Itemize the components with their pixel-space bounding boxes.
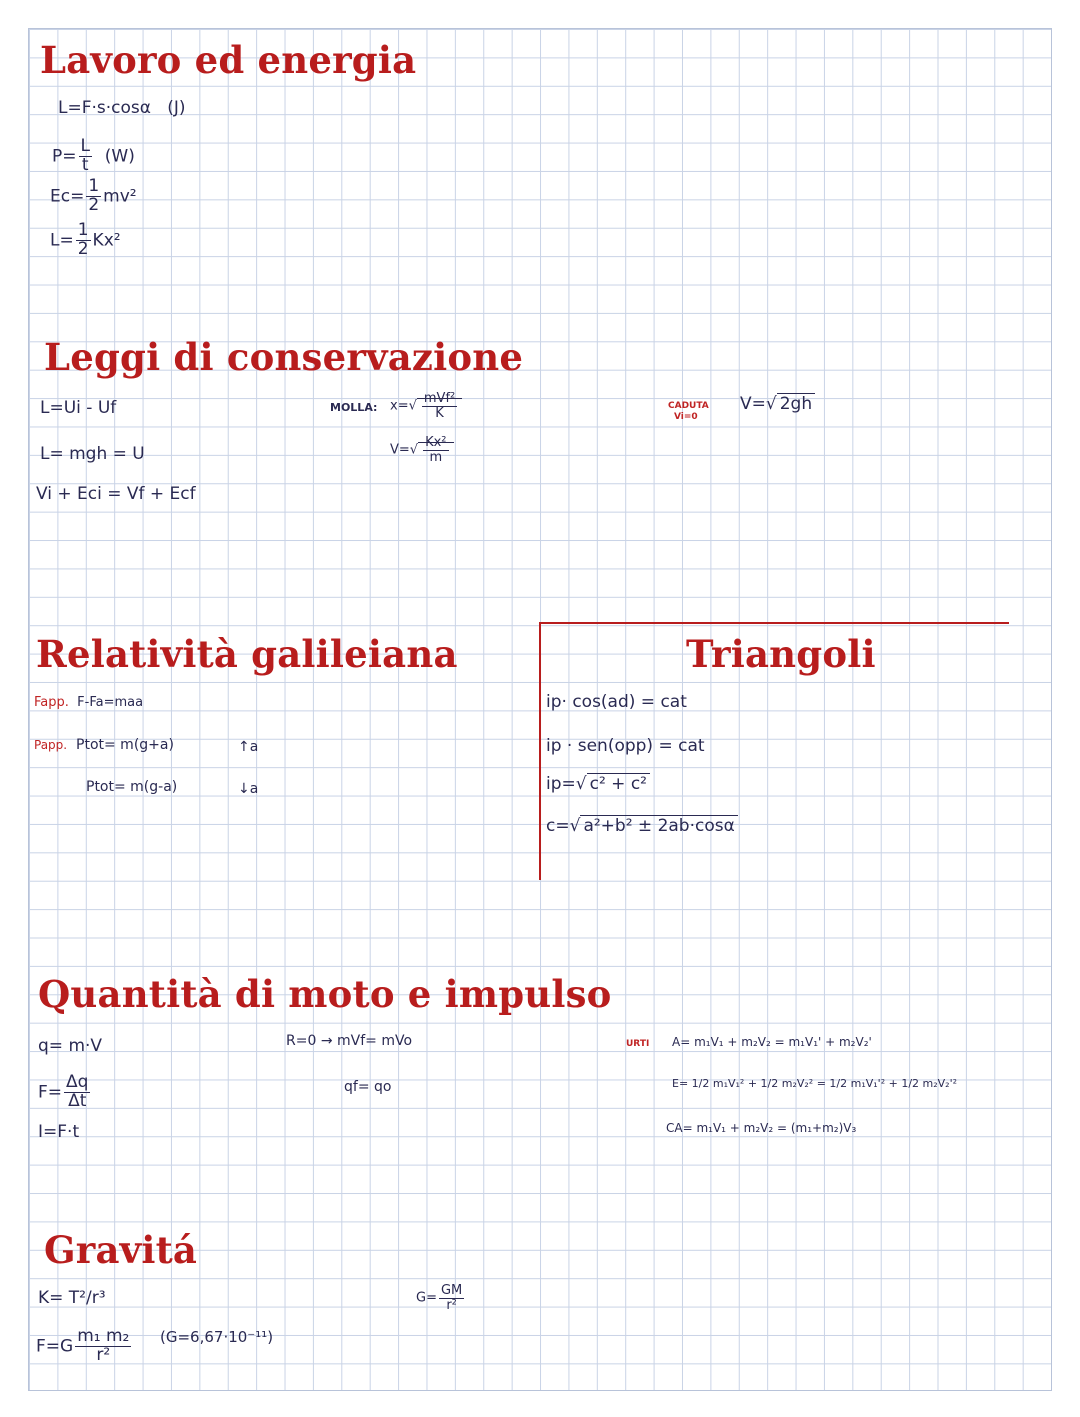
newton-lhs: F=G [36, 1336, 74, 1357]
triangoli-border-top [539, 622, 1009, 624]
formula-spring [50, 222, 121, 259]
molla-label: MOLLA: [330, 401, 378, 414]
formula-molla-v: V=√ $\frac{\text{Kx²}}{m}$ [390, 436, 454, 464]
formula-tri-4: c=√ a²+b² ± 2ab·cosα [546, 818, 738, 835]
molla-x-num: mVf² [423, 391, 456, 406]
formula-kinetic [50, 178, 137, 215]
molla-x-fraction [422, 392, 457, 420]
tri-4-lhs: c= [546, 816, 570, 836]
spring-fraction [76, 222, 91, 259]
power-num: L [80, 136, 90, 156]
formula-tri-2: ip · sen(opp) = cat [546, 736, 705, 756]
kinetic-num: 1 [88, 176, 100, 196]
fapp-label: Fapp. [34, 695, 69, 710]
caduta-sub: Vi=0 [674, 412, 698, 422]
papp-1-direction: ↑a [238, 739, 259, 755]
fapp-text: F-Fa=maa [77, 695, 144, 710]
power-lhs: P= [52, 146, 77, 167]
spring-lhs: L= [50, 230, 74, 251]
urti-label: URTI [626, 1039, 650, 1049]
f-lhs: F= [38, 1082, 63, 1103]
newton-fraction [75, 1328, 131, 1365]
f-fraction [64, 1074, 90, 1111]
kinetic-fraction [86, 178, 101, 215]
formula-papp-2: Ptot= m(g-a) [86, 779, 178, 795]
power-fraction [79, 138, 92, 175]
formula-momentum: q= m·V [38, 1036, 103, 1056]
triangoli-border-left [539, 622, 541, 880]
f-den: Δt [68, 1090, 87, 1111]
molla-x-lhs: x= [390, 398, 409, 414]
g-den: r² [446, 1297, 457, 1313]
molla-v-fraction [423, 436, 448, 464]
molla-v-den: m [429, 449, 443, 465]
newton-den: r² [96, 1344, 111, 1365]
formula-tri-1: ip· cos(ad) = cat [546, 692, 687, 712]
formula-fapp [34, 696, 143, 709]
power-unit: (W) [104, 146, 135, 167]
g-fraction [439, 1284, 464, 1312]
molla-x-den: K [435, 405, 444, 421]
section-title-conservazione: Leggi di conservazione [44, 335, 524, 379]
newton-num: m₁ m₂ [77, 1326, 130, 1346]
f-num: Δq [66, 1072, 89, 1092]
formula-tri-3: ip=√ c² + c² [546, 776, 650, 793]
formula-papp-1 [34, 738, 174, 752]
g-lhs: G= [416, 1290, 437, 1306]
tri-3-lhs: ip= [546, 774, 576, 794]
section-title-triangoli: Triangoli [686, 632, 876, 676]
section-title-relativita: Relatività galileiana [36, 632, 458, 676]
kinetic-lhs: Ec= [50, 186, 85, 207]
formula-g-field [416, 1284, 466, 1312]
formula-force-impulse [38, 1074, 92, 1111]
kinetic-den: 2 [88, 194, 100, 215]
formula-qf: qf= qo [344, 1079, 392, 1095]
formula-molla-x: x=√ $\frac{\text{mVf²}}{K}$ [390, 392, 462, 420]
formula-urti-ca: CA= m₁V₁ + m₂V₂ = (m₁+m₂)V₃ [666, 1121, 857, 1135]
formula-newton [36, 1328, 133, 1365]
formula-work-unit: (J) [167, 98, 186, 118]
formula-urti-a: A= m₁V₁ + m₂V₂ = m₁V₁' + m₂V₂' [672, 1035, 872, 1049]
spring-num: 1 [77, 220, 89, 240]
papp-label: Papp. [34, 738, 68, 752]
formula-work-text: L=F·s·cosα [58, 98, 151, 118]
formula-cons-3: Vi + Eci = Vf + Ecf [36, 484, 196, 504]
molla-v-lhs: V= [390, 442, 410, 458]
formula-impulse: I=F·t [38, 1122, 80, 1142]
section-title-lavoro: Lavoro ed energia [40, 38, 417, 82]
kinetic-rhs: mv² [103, 186, 137, 207]
formula-caduta: V=√ 2gh [740, 396, 815, 413]
formula-work [58, 100, 185, 117]
papp-1-text: Ptot= m(g+a) [76, 737, 174, 753]
formula-cons-1: L=Ui - Uf [40, 398, 117, 418]
g-num: GM [440, 1283, 463, 1298]
section-title-gravita: Gravitá [44, 1228, 198, 1272]
molla-v-num: Kx² [425, 435, 447, 450]
papp-2-direction: ↓a [238, 781, 259, 797]
caduta-label: CADUTA [668, 401, 709, 411]
tri-4-rad: a²+b² ± 2ab·cosα [580, 815, 737, 836]
formula-power [52, 138, 135, 175]
power-den: t [81, 154, 89, 175]
gravity-constant: (G=6,67·10⁻¹¹) [160, 1328, 274, 1346]
section-title-quantita: Quantità di moto e impulso [38, 972, 612, 1016]
formula-urti-e: E= 1/2 m₁V₁² + 1/2 m₂V₂² = 1/2 m₁V₁'² + 1/2 m₂V₂'² [672, 1077, 958, 1090]
formula-cons-2: L= mgh = U [40, 444, 145, 464]
spring-den: 2 [77, 238, 89, 259]
caduta-lhs: V= [740, 394, 766, 414]
formula-r0: R=0 → mVf= mVo [286, 1033, 413, 1049]
caduta-rad: 2gh [777, 393, 815, 414]
formula-kepler: K= T²/r³ [38, 1288, 106, 1308]
spring-rhs: Kx² [92, 230, 121, 251]
tri-3-rad: c² + c² [587, 773, 650, 794]
